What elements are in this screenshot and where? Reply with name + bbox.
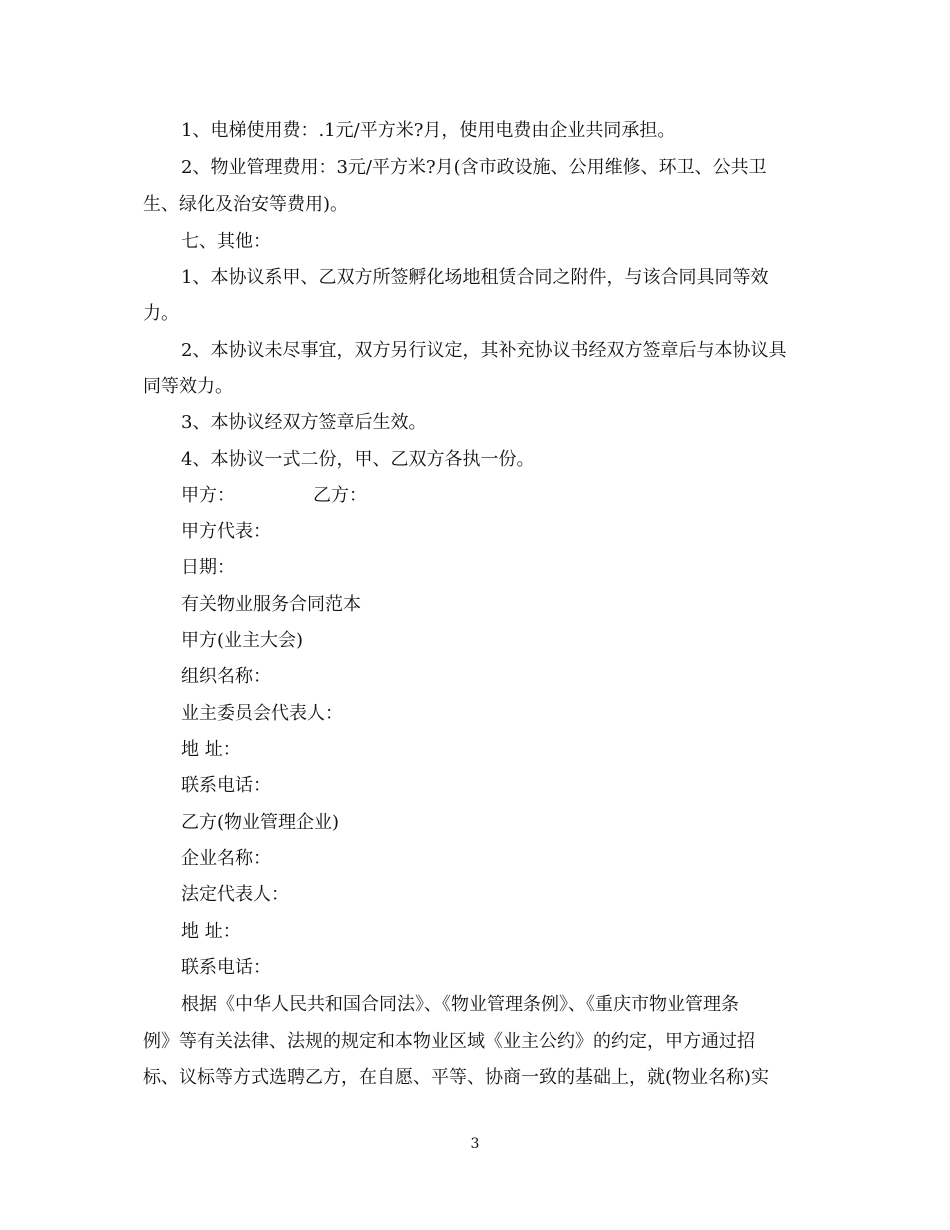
clause-2-line: 2、本协议未尽事宜，双方另行议定，其补充协议书经双方签章后与本协议具: [181, 340, 787, 361]
page-number: 3: [470, 1136, 480, 1152]
preamble-line-3: 标、议标等方式选聘乙方，在自愿、平等、协商一致的基础上，就(物业名称)实: [143, 1067, 770, 1088]
fee-management-line-cont: 生、绿化及治安等费用)。: [143, 194, 349, 215]
fee-elevator-line: 1、电梯使用费：.1元/平方米?月，使用电费由企业共同承担。: [181, 120, 676, 141]
preamble-line-2: 例》等有关法律、法规的规定和本物业区域《业主公约》的约定，甲方通过招: [143, 1031, 755, 1052]
party-a-address-label: 地 址：: [181, 739, 241, 760]
party-b-phone-label: 联系电话：: [181, 957, 271, 978]
clause-1-line: 1、本协议系甲、乙双方所签孵化场地租赁合同之附件，与该合同具同等效: [181, 267, 769, 288]
party-a-heading: 甲方(业主大会): [181, 630, 304, 651]
contract-title: 有关物业服务合同范本: [181, 594, 361, 615]
party-a-label: 甲方：: [181, 485, 235, 506]
clause-3-line: 3、本协议经双方签章后生效。: [181, 412, 427, 433]
clause-2-line-cont: 同等效力。: [143, 376, 233, 397]
party-a-phone-label: 联系电话：: [181, 775, 271, 796]
owners-committee-rep-label: 业主委员会代表人：: [181, 703, 343, 724]
preamble-line-1: 根据《中华人民共和国合同法》、《物业管理条例》、《重庆市物业管理条: [181, 994, 739, 1015]
company-name-label: 企业名称：: [181, 848, 271, 869]
clause-4-line: 4、本协议一式二份，甲、乙双方各执一份。: [181, 449, 535, 470]
party-b-label: 乙方：: [313, 485, 367, 506]
legal-representative-label: 法定代表人：: [181, 884, 289, 905]
party-b-address-label: 地 址：: [181, 921, 241, 942]
party-b-heading: 乙方(物业管理企业): [181, 812, 340, 833]
section-heading-other: 七、其他：: [181, 231, 271, 252]
fee-management-line: 2、物业管理费用：3元/平方米?月(含市政设施、公用维修、环卫、公共卫: [181, 157, 767, 178]
organization-name-label: 组织名称：: [181, 666, 271, 687]
clause-1-line-cont: 力。: [143, 303, 179, 324]
party-a-representative-label: 甲方代表：: [181, 521, 271, 542]
date-label: 日期：: [181, 557, 235, 578]
